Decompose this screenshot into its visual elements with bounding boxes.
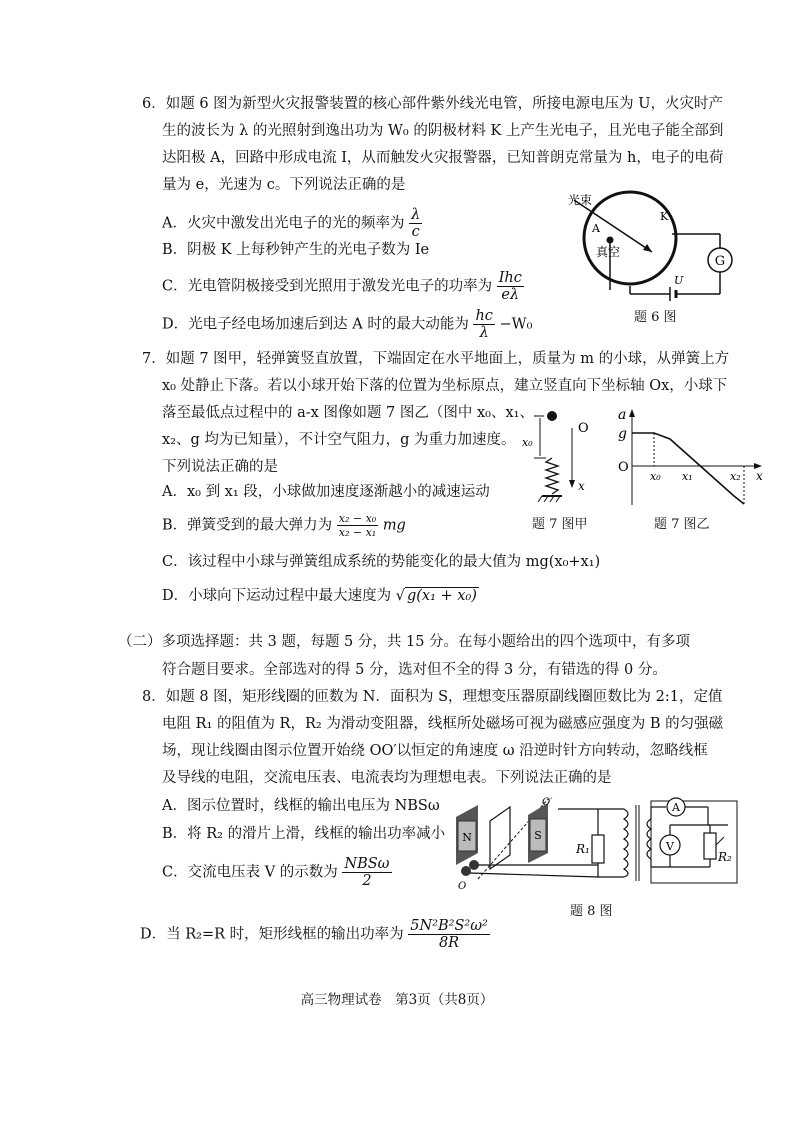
q7-figure-ax-graph bbox=[610, 405, 770, 515]
q7-line1: 7．如题 7 图甲，轻弹簧竖直放置，下端固定在水平地面上，质量为 m 的小球，从弹簧上方 bbox=[142, 351, 730, 367]
axis-o-label: O bbox=[458, 881, 467, 892]
q8-figure-caption: 题 8 图 bbox=[570, 904, 613, 919]
q6-option-d-tail: −W₀ bbox=[499, 316, 533, 333]
q6-line3: 达阳极 A，回路中形成电流 I，从而触发火灾报警器，已知普朗克常量为 h，电子的电荷 bbox=[162, 150, 724, 166]
r2-label: R₂ bbox=[718, 850, 732, 864]
cathode-label: K bbox=[660, 210, 669, 223]
q7-figure-spring bbox=[520, 410, 600, 515]
resistor-r1 bbox=[592, 835, 604, 863]
q6-option-a bbox=[162, 207, 422, 240]
q7-option-d-radicand: g(x₁ + x₀) bbox=[406, 588, 477, 604]
q7-option-d-text: D．小球向下运动过程中最大速度为 bbox=[162, 588, 392, 604]
x-axis-label: x bbox=[756, 469, 763, 483]
q6-option-d-fraction bbox=[473, 308, 494, 341]
section2-line2: 符合题目要求。全部选对的得 5 分，选对但不全的得 3 分，有错选的得 0 分。 bbox=[162, 662, 667, 678]
q6-option-c bbox=[162, 270, 524, 303]
q6-figure-caption: 题 6 图 bbox=[634, 310, 677, 325]
magnet-s-label: S bbox=[534, 829, 542, 842]
voltmeter-label: V bbox=[666, 840, 674, 853]
q7-option-c: C．该过程中小球与弹簧组成系统的势能变化的最大值为 mg(x₀+x₁) bbox=[162, 554, 601, 570]
x-label: x bbox=[578, 479, 585, 493]
q8-line2: 电阻 R₁ 的阻值为 R，R₂ 为滑动变阻器，线框所处磁场可视为磁感应强度为 B 的匀强磁 bbox=[162, 716, 724, 732]
q8-line4: 及导线的电阻，交流电压表、电流表均为理想电表。下列说法正确的是 bbox=[162, 770, 612, 786]
q8-option-d-text: D．当 R₂=R 时，矩形线框的输出功率为 bbox=[140, 926, 404, 943]
q8-figure-generator bbox=[448, 795, 748, 895]
origin-label-b: O bbox=[618, 460, 629, 475]
x0-label: x₀ bbox=[522, 436, 533, 449]
q6-option-c-den: eλ bbox=[501, 287, 520, 303]
q7-line4: x₂、g 均为已知量），不计空气阻力，g 为重力加速度。 bbox=[162, 432, 516, 448]
q7-option-d-sqrt: √ g(x₁ + x₀) bbox=[395, 588, 477, 604]
section2-line1: （二）多项选择题：共 3 题，每题 5 分，共 15 分。在每小题给出的四个选项中，有多项 bbox=[118, 634, 691, 650]
q8-option-c-fraction bbox=[342, 856, 391, 889]
q6-option-d-num: hc bbox=[475, 308, 493, 324]
x2-tick-label: x₂ bbox=[730, 470, 741, 483]
q7-line3: 落至最低点过程中的 a-x 图像如题 7 图乙（图中 x₀、x₁、 bbox=[162, 405, 534, 421]
ax-curve bbox=[632, 433, 744, 504]
q8-option-c-text: C．交流电压表 V 的示数为 bbox=[162, 864, 338, 881]
anode-label: A bbox=[592, 222, 600, 235]
q8-option-b: B．将 R₂ 的滑片上滑，线框的输出功率减小 bbox=[162, 826, 446, 842]
q8-option-d-num: 5N²B²S²ω² bbox=[410, 918, 488, 934]
q8-line1: 8．如题 8 图，矩形线圈的匝数为 N．面积为 S，理想变压器原副线圈匝数比为 2:1，定值 bbox=[142, 689, 723, 705]
q6-option-d-text: D．光电子经电场加速后到达 A 时的最大动能为 bbox=[162, 316, 469, 333]
r1-label: R₁ bbox=[576, 842, 590, 856]
q8-line3: 场，现让线圈由图示位置开始绕 OO′以恒定的角速度 ω 沿逆时针方向转动，忽略线框 bbox=[162, 743, 708, 759]
transformer-secondary bbox=[647, 819, 651, 859]
transformer-primary bbox=[624, 809, 628, 877]
q6-option-d bbox=[162, 308, 532, 341]
axis-o-prime-label: O′ bbox=[542, 797, 553, 808]
q8-option-d-den: 8R bbox=[438, 935, 460, 951]
ball bbox=[547, 411, 557, 421]
q8-option-d bbox=[140, 918, 490, 951]
q8-option-a: A．图示位置时，线框的输出电压为 NBSω bbox=[162, 798, 440, 814]
q6-line1: 6．如题 6 图为新型火灾报警装置的核心部件紫外线光电管，所接电源电压为 U，火灾时产 bbox=[142, 96, 723, 112]
q6-line4: 量为 e，光速为 c。下列说法正确的是 bbox=[162, 177, 406, 193]
q7-option-b-tail: mg bbox=[382, 517, 406, 534]
q7-option-a: A．x₀ 到 x₁ 段，小球做加速度逐渐越小的减速运动 bbox=[162, 484, 490, 500]
q6-option-a-text: A．火灾中激发出光电子的光的频率为 bbox=[162, 215, 405, 232]
q6-line2: 生的波长为 λ 的光照射到逸出功为 W₀ 的阴极材料 K 上产生光电子，且光电子能全部到 bbox=[162, 123, 724, 139]
voltage-label: U bbox=[674, 274, 684, 287]
q6-option-c-fraction bbox=[497, 270, 524, 303]
q7-option-d bbox=[162, 586, 479, 606]
x0-tick-label: x₀ bbox=[650, 470, 661, 483]
slip-ring-1 bbox=[469, 860, 479, 870]
r2-slider bbox=[716, 837, 724, 845]
q7-caption-b: 题 7 图乙 bbox=[654, 517, 710, 532]
q7-line2: x₀ 处静止下落。若以小球开始下落的位置为坐标原点，建立竖直向下坐标轴 Ox，小球下 bbox=[162, 378, 728, 394]
q7-option-b-text: B．弹簧受到的最大弹力为 bbox=[162, 517, 333, 534]
page-footer: 高三物理试卷 第3页（共8页） bbox=[300, 992, 494, 1008]
q6-option-c-num: Ihc bbox=[498, 270, 522, 286]
origin-label: O bbox=[578, 421, 589, 436]
vacuum-label: 真空 bbox=[596, 245, 621, 259]
q7-option-b-den: x₂ − x₁ bbox=[338, 526, 377, 539]
q8-option-d-fraction bbox=[408, 918, 490, 951]
resistor-r2 bbox=[704, 833, 716, 859]
a-axis-label: a bbox=[618, 407, 627, 423]
q7-option-b-fraction bbox=[337, 512, 378, 539]
q7-option-b bbox=[162, 512, 406, 539]
spring-coil bbox=[546, 458, 558, 494]
slip-ring-2 bbox=[461, 866, 471, 876]
q6-option-c-text: C．光电管阴极接受到光照用于激发光电子的功率为 bbox=[162, 278, 493, 295]
ammeter-label: A bbox=[672, 801, 680, 814]
q8-option-c bbox=[162, 856, 392, 889]
q8-option-c-num: NBSω bbox=[344, 856, 390, 872]
coil-frame bbox=[490, 807, 510, 869]
q6-option-d-den: λ bbox=[479, 325, 489, 341]
q6-option-a-fraction bbox=[409, 207, 422, 240]
magnet-n-label: N bbox=[462, 831, 472, 844]
q7-caption-a: 题 7 图甲 bbox=[532, 517, 588, 532]
x1-tick-label: x₁ bbox=[682, 470, 693, 483]
q6-option-b: B．阴极 K 上每秒钟产生的光电子数为 Ie bbox=[162, 242, 430, 258]
q7-option-b-num: x₂ − x₀ bbox=[338, 512, 377, 525]
light-beam-arrowhead bbox=[643, 244, 652, 252]
q7-line5: 下列说法正确的是 bbox=[162, 459, 278, 475]
light-beam-label: 光束 bbox=[568, 193, 593, 207]
q6-option-a-num: λ bbox=[411, 207, 421, 223]
g-label: g bbox=[618, 426, 627, 442]
q8-option-c-den: 2 bbox=[362, 873, 372, 889]
galvanometer-label: G bbox=[714, 254, 726, 269]
q6-option-a-den: c bbox=[411, 224, 420, 240]
